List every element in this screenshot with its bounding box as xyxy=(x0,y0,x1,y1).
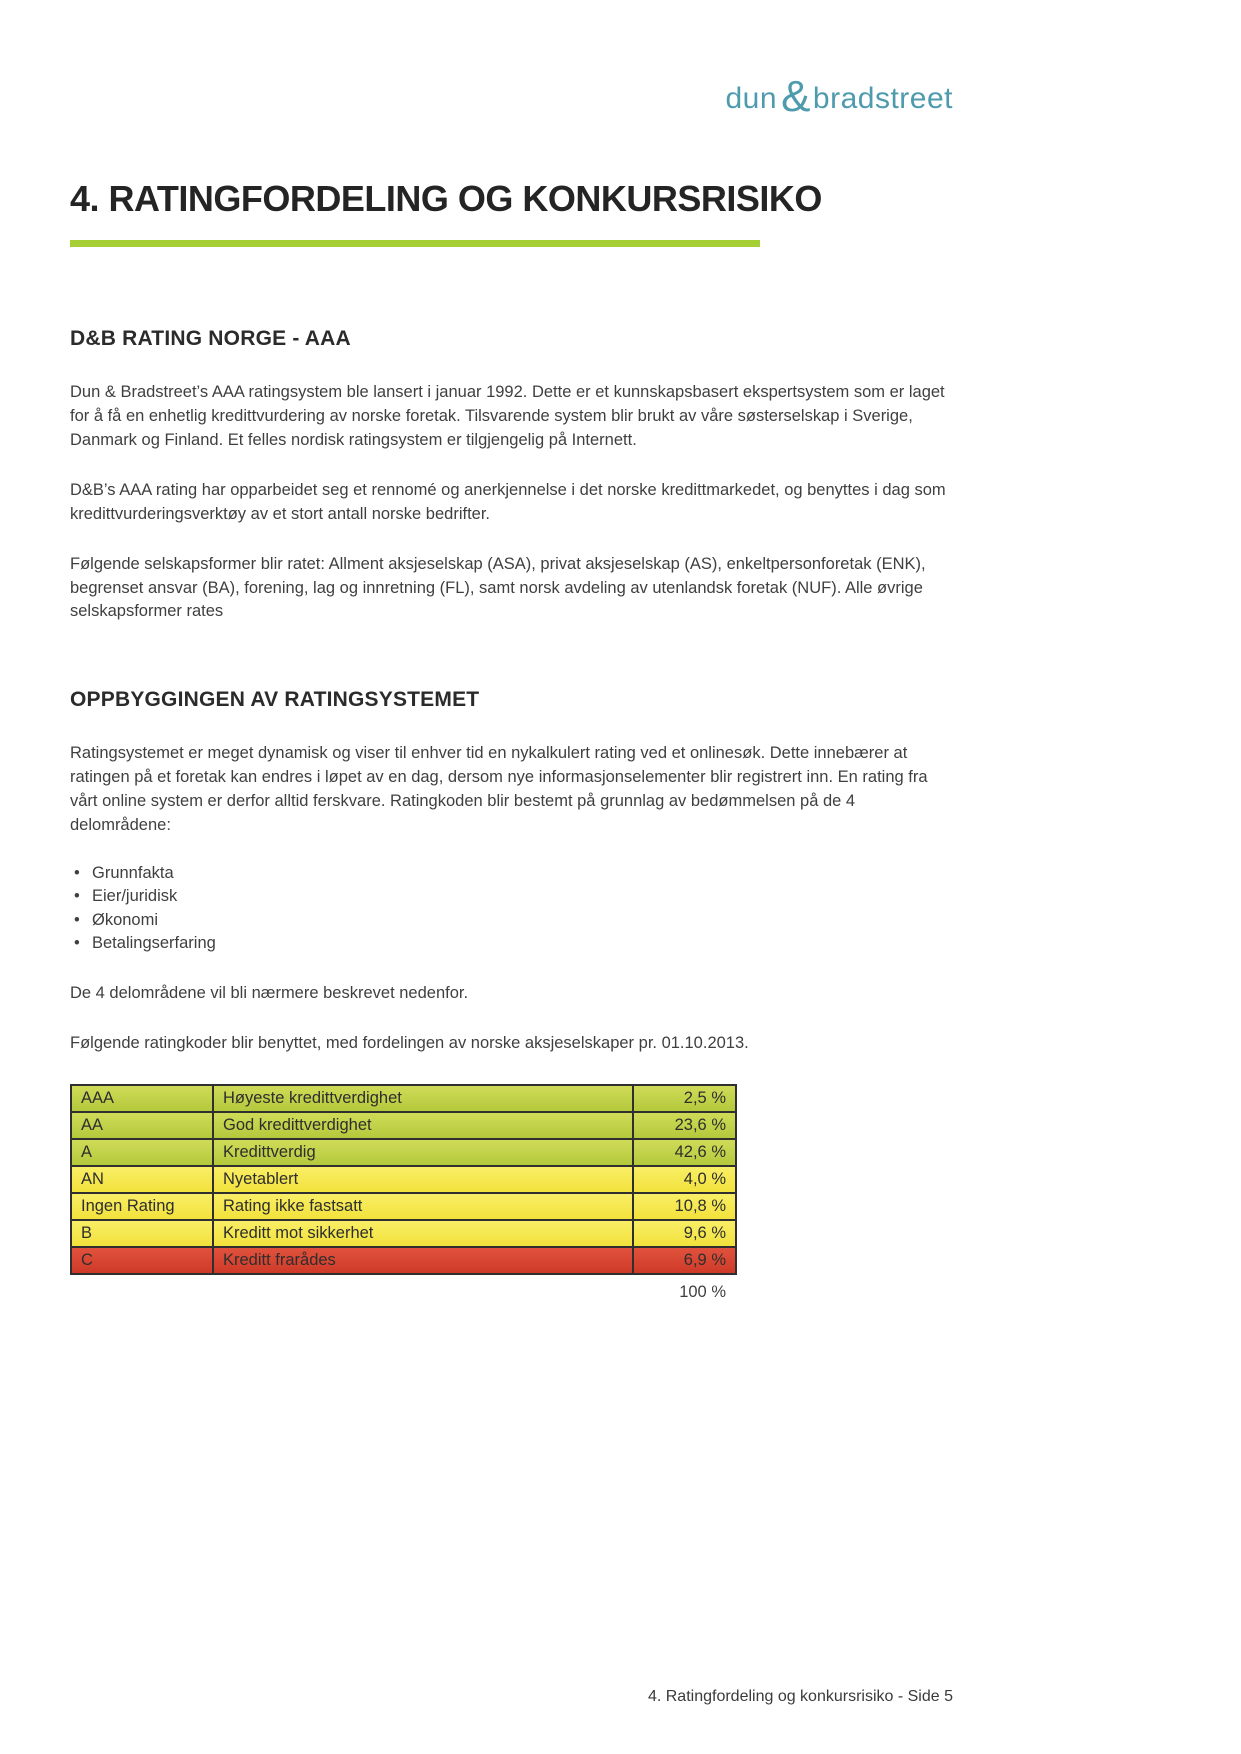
rating-desc-cell: Høyeste kredittverdighet xyxy=(213,1085,633,1112)
logo-bradstreet: bradstreet xyxy=(812,82,953,115)
logo-dun: dun xyxy=(725,82,778,115)
logo-ampersand-icon: & xyxy=(781,72,811,121)
table-row xyxy=(71,1220,736,1247)
page-footer: 4. Ratingfordeling og konkursrisiko - Side 5 xyxy=(647,1688,953,1705)
list-item: • Eier/juridisk xyxy=(70,885,953,908)
rating-desc-cell: Nyetablert xyxy=(213,1166,633,1193)
rating-pct-cell: 23,6 % xyxy=(633,1112,736,1139)
rating-code-cell: B xyxy=(71,1220,213,1247)
dun-and-bradstreet-logo xyxy=(725,72,954,121)
rating-distribution-table xyxy=(70,1084,737,1275)
rating-pct-cell: 6,9 % xyxy=(633,1247,736,1274)
list-item: • Økonomi xyxy=(70,909,953,932)
rating-code-cell: AA xyxy=(71,1112,213,1139)
rating-desc-cell: Kreditt mot sikkerhet xyxy=(213,1220,633,1247)
list-item: • Betalingserfaring xyxy=(70,932,953,955)
rating-desc-cell: Rating ikke fastsatt xyxy=(213,1193,633,1220)
rating-desc-cell: God kredittverdighet xyxy=(213,1112,633,1139)
rating-code-cell: Ingen Rating xyxy=(71,1193,213,1220)
section-heading-db-rating-norge: D&B RATING NORGE - AAA xyxy=(70,327,351,350)
rating-code-cell: AAA xyxy=(71,1085,213,1112)
list-item: • Grunnfakta xyxy=(70,862,953,885)
page-title: 4. RATINGFORDELING OG KONKURSRISIKO xyxy=(70,178,822,219)
table-row xyxy=(71,1166,736,1193)
paragraph: D&B’s AAA rating har opparbeidet seg et rennomé og anerkjennelse i det norske kredittmarkedet, og benyttes i dag som kredittvurderingsverktøy av et stort antall norske bedrifter. xyxy=(70,480,946,523)
rating-pct-cell: 10,8 % xyxy=(633,1193,736,1220)
title-accent-bar xyxy=(70,240,760,247)
table-row xyxy=(71,1112,736,1139)
rating-pct-cell: 42,6 % xyxy=(633,1139,736,1166)
table-row xyxy=(71,1193,736,1220)
table-total: 100 % xyxy=(679,1282,726,1301)
section-heading-oppbyggingen: OPPBYGGINGEN AV RATINGSYSTEMET xyxy=(70,688,480,712)
rating-pct-cell: 4,0 % xyxy=(633,1166,736,1193)
rating-desc-cell: Kreditt frarådes xyxy=(213,1247,633,1274)
rating-areas-list xyxy=(70,862,953,956)
rating-pct-cell: 2,5 % xyxy=(633,1085,736,1112)
header xyxy=(70,0,953,121)
rating-code-cell: C xyxy=(71,1247,213,1274)
rating-code-cell: AN xyxy=(71,1166,213,1193)
table-row xyxy=(71,1139,736,1166)
paragraph: Dun & Bradstreet’s AAA ratingsystem ble lansert i januar 1992. Dette er et kunnskapsbasert ekspertsystem som er laget for å få en enhetlig kredittvurdering av norske foretak. Tilsvarende system blir brukt av våre søsterselskap i Sverige, Danmark og Finland. Et felles nordisk ratingsystem er tilgjengelig på Internett. xyxy=(70,383,945,449)
paragraph: Følgende selskapsformer blir ratet: Allment aksjeselskap (ASA), privat aksjeselskap (AS), enkeltpersonforetak (ENK), begrenset ansvar (BA), forening, lag og innretning (FL), samt norsk avdeling av utenlandsk foretak (NUF). Alle øvrige selskapsformer rates xyxy=(70,554,926,621)
paragraph: Følgende ratingkoder blir benyttet, med fordelingen av norske aksjeselskaper pr. 01.10.2013. xyxy=(70,1033,749,1052)
table-row xyxy=(71,1085,736,1112)
paragraph: De 4 delområdene vil bli nærmere beskrevet nedenfor. xyxy=(70,983,469,1002)
rating-desc-cell: Kredittverdig xyxy=(213,1139,633,1166)
paragraph: Ratingsystemet er meget dynamisk og viser til enhver tid en nykalkulert rating ved et onlinesøk. Dette innebærer at ratingen på et foretak kan endres i løpet av en dag, dersom nye informasjonselementer blir registrert inn. En rating fra vårt online system er derfor alltid ferskvare. Ratingkoden blir bestemt på grunnlag av bedømmelsen på de 4 delområdene: xyxy=(70,744,928,835)
rating-code-cell: A xyxy=(71,1139,213,1166)
rating-pct-cell: 9,6 % xyxy=(633,1220,736,1247)
table-row xyxy=(71,1247,736,1274)
